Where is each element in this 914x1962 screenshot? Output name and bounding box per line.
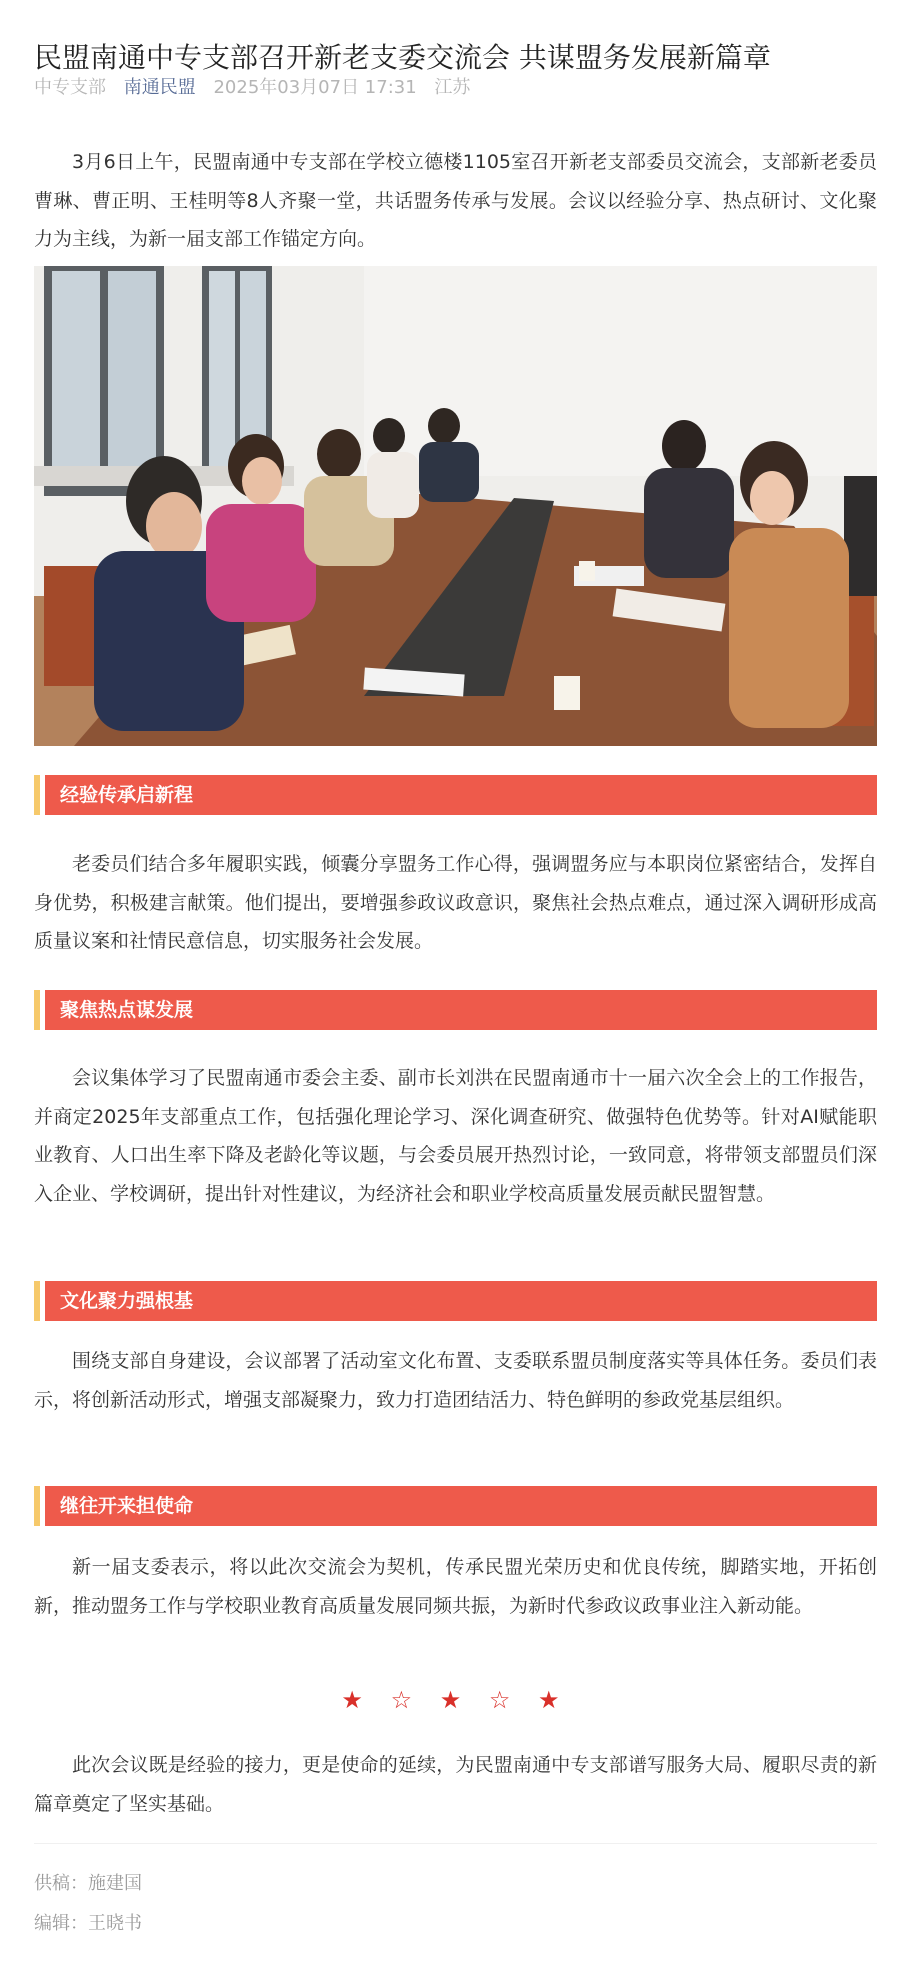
section-heading-3 — [34, 1281, 877, 1321]
meeting-room-photo — [34, 266, 877, 746]
section-heading-2 — [34, 990, 877, 1030]
footer-divider — [34, 1843, 877, 1844]
section-accent-bar — [34, 990, 40, 1030]
meta-location: 江苏 — [434, 77, 471, 98]
star-outline-icon: ☆ — [390, 1686, 423, 1714]
section-heading-4 — [34, 1486, 877, 1526]
section-paragraph-4: 新一届支委表示，将以此次交流会为契机，传承民盟光荣历史和优良传统，脚踏实地，开拓创新，推动盟务工作与学校职业教育高质量发展同频共振，为新时代参政议政事业注入新动能。 — [34, 1556, 877, 1617]
section-heading-label: 聚焦热点谋发展 — [60, 999, 194, 1021]
meta-author: 中专支部 — [34, 77, 106, 98]
section-accent-bar — [34, 1281, 40, 1321]
section-heading-label: 文化聚力强根基 — [60, 1290, 194, 1312]
section-paragraph-3: 围绕支部自身建设，会议部署了活动室文化布置、支委联系盟员制度落实等具体任务。委员们表示，将创新活动形式，增强支部凝聚力，致力打造团结活力、特色鲜明的参政党基层组织。 — [34, 1350, 877, 1411]
article-meta — [34, 75, 482, 101]
intro-paragraph: 3月6日上午，民盟南通中专支部在学校立德楼1105室召开新老支部委员交流会，支部新老委员曹琳、曹正明、王桂明等8人齐聚一堂，共话盟务传承与发展。会议以经验分享、热点研讨、文化聚力为主线，为新一届支部工作锚定方向。 — [34, 151, 877, 250]
meeting-photo-illustration — [34, 266, 877, 746]
section-paragraph-1: 老委员们结合多年履职实践，倾囊分享盟务工作心得，强调盟务应与本职岗位紧密结合，发挥自身优势，积极建言献策。他们提出，要增强参政议政意识，聚焦社会热点难点，通过深入调研形成高质量议案和社情民意信息，切实服务社会发展。 — [34, 853, 877, 952]
article-title: 民盟南通中专支部召开新老支委交流会 共谋盟务发展新篇章 — [34, 40, 771, 74]
star-filled-icon: ★ — [341, 1686, 373, 1714]
section-accent-bar — [34, 1486, 40, 1526]
star-outline-icon: ☆ — [488, 1686, 521, 1714]
editor-credit: 编辑：王晓书 — [34, 1913, 142, 1934]
star-filled-icon: ★ — [439, 1686, 472, 1714]
section-heading-label: 继往开来担使命 — [60, 1495, 194, 1517]
meta-datetime: 2025年03月07日 17:31 — [213, 77, 417, 98]
star-divider — [34, 1683, 877, 1717]
star-filled-icon: ★ — [538, 1686, 570, 1714]
section-paragraph-2: 会议集体学习了民盟南通市委会主委、副市长刘洪在民盟南通市十一届六次全会上的工作报告，并商定2025年支部重点工作，包括强化理论学习、深化调查研究、做强特色优势等。针对AI赋能职业教育、人口出生率下降及老龄化等议题，与会委员展开热烈讨论，一致同意，将带领支部盟员们深入企业、学校调研，提出针对性建议，为经济社会和职业学校高质量发展贡献民盟智慧。 — [34, 1067, 877, 1205]
section-heading-label: 经验传承启新程 — [60, 784, 194, 806]
contributor-credit: 供稿：施建国 — [34, 1873, 142, 1894]
section-heading-1 — [34, 775, 877, 815]
meta-account-link[interactable]: 南通民盟 — [123, 77, 196, 98]
closing-paragraph: 此次会议既是经验的接力，更是使命的延续，为民盟南通中专支部谱写服务大局、履职尽责的新篇章奠定了坚实基础。 — [34, 1754, 877, 1815]
section-accent-bar — [34, 775, 40, 815]
